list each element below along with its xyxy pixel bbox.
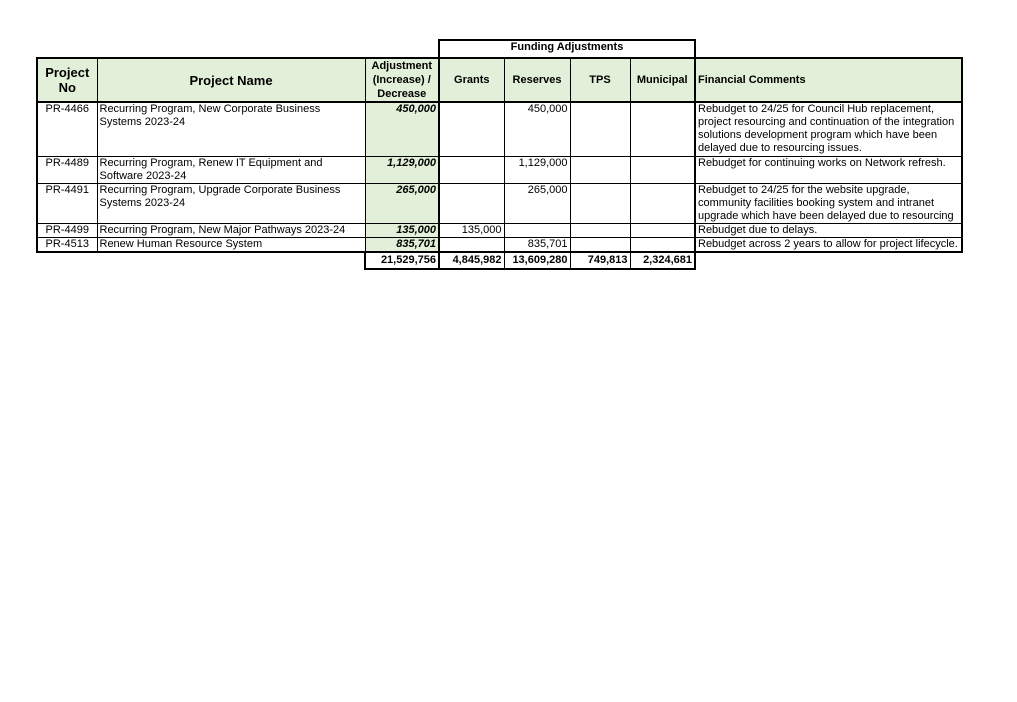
totals-row <box>37 252 962 269</box>
financial-comment-cell: Rebudget to 24/25 for the website upgrade, community facilities booking system and intranet upgrade which have been delayed due to resourcing <box>695 184 962 224</box>
column-header-row <box>37 58 962 102</box>
header-grants: Grants <box>439 58 504 102</box>
municipal-cell <box>630 224 695 238</box>
total-tps: 749,813 <box>570 252 630 269</box>
header-tps: TPS <box>570 58 630 102</box>
adjustment-cell: 1,129,000 <box>365 157 439 184</box>
municipal-cell <box>630 102 695 157</box>
project-no-cell: PR-4491 <box>37 184 97 224</box>
header-project-no: Project No <box>37 58 97 102</box>
grants-cell <box>439 238 504 253</box>
project-name-cell: Recurring Program, New Major Pathways 2023-24 <box>97 224 365 238</box>
adjustment-cell: 135,000 <box>365 224 439 238</box>
total-adjustment: 21,529,756 <box>365 252 439 269</box>
tps-cell <box>570 238 630 253</box>
financial-comment-cell: Rebudget for continuing works on Network refresh. <box>695 157 962 184</box>
project-no-cell: PR-4466 <box>37 102 97 157</box>
project-no-cell: PR-4489 <box>37 157 97 184</box>
header-project-name: Project Name <box>97 58 365 102</box>
total-grants: 4,845,982 <box>439 252 504 269</box>
reserves-cell: 1,129,000 <box>504 157 570 184</box>
adjustment-cell: 265,000 <box>365 184 439 224</box>
header-financial-comments: Financial Comments <box>695 58 962 102</box>
project-name-cell: Recurring Program, Renew IT Equipment and Software 2023-24 <box>97 157 365 184</box>
header-reserves: Reserves <box>504 58 570 102</box>
total-municipal: 2,324,681 <box>630 252 695 269</box>
tps-cell <box>570 102 630 157</box>
project-name-cell: Recurring Program, New Corporate Business Systems 2023-24 <box>97 102 365 157</box>
funding-adjustments-header: Funding Adjustments <box>439 40 695 58</box>
adjustment-cell: 835,701 <box>365 238 439 253</box>
reserves-cell: 265,000 <box>504 184 570 224</box>
funding-adjustments-table <box>36 39 963 270</box>
financial-comment-cell: Rebudget to 24/25 for Council Hub replacement, project resourcing and continuation of the integration solutions development program which have been delayed due to resourcing issues. <box>695 102 962 157</box>
project-name-cell: Recurring Program, Upgrade Corporate Business Systems 2023-24 <box>97 184 365 224</box>
header-municipal: Municipal <box>630 58 695 102</box>
project-name-cell: Renew Human Resource System <box>97 238 365 253</box>
table-row <box>37 238 962 253</box>
municipal-cell <box>630 157 695 184</box>
grants-cell: 135,000 <box>439 224 504 238</box>
tps-cell <box>570 157 630 184</box>
total-reserves: 13,609,280 <box>504 252 570 269</box>
reserves-cell <box>504 224 570 238</box>
project-no-cell: PR-4499 <box>37 224 97 238</box>
header-adjustment: Adjustment (Increase) / Decrease <box>365 58 439 102</box>
reserves-cell: 450,000 <box>504 102 570 157</box>
table-row <box>37 224 962 238</box>
tps-cell <box>570 184 630 224</box>
municipal-cell <box>630 238 695 253</box>
grants-cell <box>439 157 504 184</box>
municipal-cell <box>630 184 695 224</box>
financial-comment-cell: Rebudget across 2 years to allow for project lifecycle. <box>695 238 962 253</box>
table-row <box>37 102 962 157</box>
table-row <box>37 157 962 184</box>
reserves-cell: 835,701 <box>504 238 570 253</box>
project-no-cell: PR-4513 <box>37 238 97 253</box>
tps-cell <box>570 224 630 238</box>
grants-cell <box>439 102 504 157</box>
adjustment-cell: 450,000 <box>365 102 439 157</box>
financial-comment-cell: Rebudget due to delays. <box>695 224 962 238</box>
table-row <box>37 184 962 224</box>
grants-cell <box>439 184 504 224</box>
